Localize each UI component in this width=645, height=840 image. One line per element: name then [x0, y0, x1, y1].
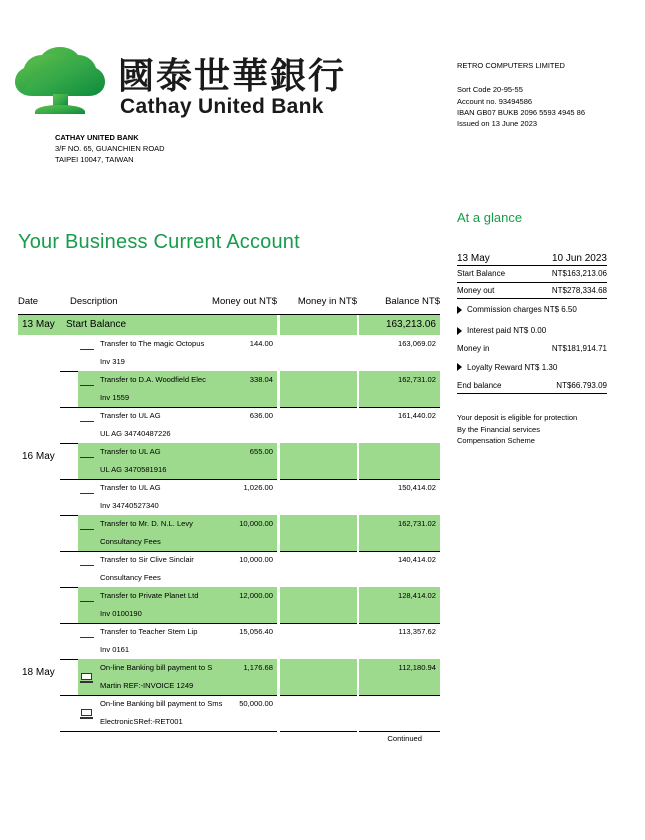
glance-row — [457, 283, 607, 300]
row-money-out: 144.00 — [249, 339, 273, 348]
row-balance: 162,731.02 — [397, 519, 436, 528]
column-header-date: Date — [18, 296, 39, 307]
row-cell-background — [280, 335, 357, 371]
row-cell-background — [280, 623, 357, 659]
row-description-line1: On-line Banking bill payment to S — [100, 663, 213, 672]
transactions-table — [18, 296, 440, 731]
at-a-glance-title: At a glance — [457, 210, 523, 225]
glance-row-label: Money out — [457, 285, 495, 295]
row-description-line1: Transfer to Sir Clive Sinclair — [100, 555, 194, 564]
row-description-line1: Transfer to UL AG — [100, 483, 161, 492]
at-a-glance-panel — [457, 210, 607, 394]
glance-row — [457, 378, 607, 395]
glance-period-start: 13 May — [457, 253, 490, 264]
row-description-line2: Consultancy Fees — [100, 537, 161, 546]
laptop-icon — [80, 673, 93, 683]
glance-row-value: NT$181,914.71 — [551, 344, 607, 353]
row-money-out: 338.04 — [249, 375, 273, 384]
deposit-protection-note — [457, 412, 577, 447]
dash-icon — [80, 421, 94, 422]
start-balance-row — [18, 315, 440, 335]
statement-header — [0, 0, 645, 200]
dash-icon — [80, 637, 94, 638]
row-balance: 161,440.02 — [397, 411, 436, 420]
row-description-line1: On-line Banking bill payment to Sms — [100, 699, 223, 708]
dash-icon — [80, 529, 94, 530]
row-description-line1: Transfer to Mr. D. N.L. Levy — [100, 519, 193, 528]
dash-icon — [80, 457, 94, 458]
bank-address-line2: 3/F NO. 65, GUANCHIEN ROAD — [55, 144, 165, 154]
table-row — [18, 371, 440, 407]
row-description-line2: Inv 0100190 — [100, 609, 142, 618]
glance-row — [457, 266, 607, 283]
glance-row — [457, 341, 607, 357]
row-description-line2: Consultancy Fees — [100, 573, 161, 582]
triangle-bullet-icon — [457, 363, 462, 371]
table-row — [18, 623, 440, 659]
table-row — [18, 515, 440, 551]
start-balance-amount: 163,213.06 — [385, 319, 436, 330]
glance-rows — [457, 266, 607, 394]
row-description-line1: Transfer to UL AG — [100, 411, 161, 420]
tree-logo-icon — [13, 42, 108, 117]
row-money-out: 10,000.00 — [239, 519, 273, 528]
bank-address-line1: CATHAY UNITED BANK — [55, 133, 139, 142]
bank-address-line3: TAIPEI 10047, TAIWAN — [55, 155, 134, 165]
glance-row — [457, 357, 607, 378]
row-cell-background — [280, 515, 357, 551]
deposit-note-line2: By the Financial services — [457, 424, 540, 434]
row-description-line2: Inv 34740527340 — [100, 501, 159, 510]
dash-icon — [80, 493, 94, 494]
column-header-description: Description — [70, 296, 118, 307]
glance-period-row — [457, 251, 607, 266]
row-cell-background — [280, 371, 357, 407]
customer-issued-date: Issued on 13 June 2023 — [457, 119, 538, 129]
row-description-line2: Martin REF:-INVOICE 1249 — [100, 681, 194, 690]
row-money-out: 10,000.00 — [239, 555, 273, 564]
row-cell-background — [280, 659, 357, 695]
table-row — [18, 551, 440, 587]
table-row — [18, 659, 440, 695]
glance-row-label: Start Balance — [457, 269, 506, 278]
row-description-line1: Transfer to The magic Octopus — [100, 339, 205, 348]
row-description-line2: ElectronicSRef:-RET001 — [100, 717, 183, 726]
start-balance-label: Start Balance — [66, 319, 127, 330]
row-money-out: 636.00 — [249, 411, 273, 420]
customer-account-no: Account no. 93494586 — [457, 96, 533, 106]
row-balance: 112,180.94 — [398, 663, 436, 672]
dash-icon — [80, 601, 94, 602]
table-row — [18, 587, 440, 623]
row-balance: 162,731.02 — [397, 375, 436, 384]
row-money-out: 1,026.00 — [243, 483, 273, 492]
row-cell-background — [280, 551, 357, 587]
deposit-note-line3: Compensation Scheme — [457, 436, 535, 445]
customer-name: RETRO COMPUTERS LIMITED — [457, 61, 565, 70]
row-balance: 163,069.02 — [397, 339, 436, 348]
row-balance: 140,414.02 — [397, 555, 436, 564]
glance-row-value: NT$163,213.06 — [551, 269, 607, 278]
row-description-line1: Transfer to Private Planet Ltd — [100, 591, 199, 600]
row-date: 18 May — [22, 667, 55, 678]
table-header-row — [18, 296, 440, 314]
dash-icon — [80, 385, 94, 386]
dash-icon — [80, 349, 94, 350]
customer-details — [457, 60, 585, 129]
table-row — [18, 695, 440, 731]
row-balance: 150,414.02 — [397, 483, 436, 492]
row-money-out: 15,056.40 — [239, 627, 273, 636]
column-header-balance: Balance NT$ — [385, 296, 440, 307]
customer-iban: IBAN GB07 BUKB 2096 5593 4945 86 — [457, 107, 586, 117]
glance-row-value: NT$66.793.09 — [556, 380, 607, 390]
bank-address — [55, 132, 165, 166]
bank-name-chinese: 國泰世華銀行 — [118, 56, 347, 97]
glance-row-label: Loyalty Reward NT$ 1.30 — [467, 362, 558, 372]
laptop-icon — [80, 709, 93, 719]
page-title: Your Business Current Account — [18, 231, 300, 253]
row-cell-background — [280, 587, 357, 623]
glance-row-label: End balance — [457, 380, 502, 390]
row-balance: 113,357.62 — [398, 627, 436, 636]
row-description-line2: Inv 0161 — [100, 645, 130, 654]
row-balance: 128,414.02 — [397, 591, 436, 600]
row-cell-background — [359, 443, 440, 479]
glance-row-label: Commission charges NT$ 6.50 — [467, 305, 577, 314]
table-row — [18, 479, 440, 515]
row-cell-background — [280, 407, 357, 443]
table-row — [18, 407, 440, 443]
glance-row-label: Interest paid NT$ 0.00 — [467, 326, 547, 335]
row-cell-background — [280, 695, 357, 731]
dash-icon — [80, 565, 94, 566]
glance-row-value: NT$278,334.68 — [551, 285, 607, 295]
glance-period-end: 10 Jun 2023 — [551, 253, 607, 264]
row-money-out: 12,000.00 — [239, 591, 273, 600]
row-cell-background — [359, 695, 440, 731]
row-description-line1: Transfer to UL AG — [100, 447, 161, 456]
customer-sort-code: Sort Code 20-95-55 — [457, 85, 523, 95]
triangle-bullet-icon — [457, 327, 462, 335]
row-money-out: 655.00 — [249, 447, 273, 456]
row-date: 16 May — [22, 451, 55, 462]
row-description-line1: Transfer to D.A. Woodfield Elec — [100, 375, 206, 384]
column-header-money-in: Money in NT$ — [297, 296, 357, 307]
deposit-note-line1: Your deposit is eligible for protection — [457, 413, 578, 422]
glance-row-label: Money in — [457, 344, 490, 353]
bank-name-english: Cathay United Bank — [120, 95, 324, 118]
continued-label: Continued — [387, 734, 422, 743]
row-description-line2: UL AG 3470581916 — [100, 465, 167, 474]
start-balance-date: 13 May — [22, 319, 55, 330]
row-description-line2: Inv 1559 — [100, 393, 130, 402]
row-description-line2: UL AG 34740487226 — [100, 429, 171, 438]
glance-row — [457, 320, 607, 341]
column-header-money-out: Money out NT$ — [212, 296, 277, 307]
glance-row — [457, 299, 607, 320]
table-row — [18, 335, 440, 371]
start-balance-main-cell — [18, 315, 277, 335]
row-cell-background — [280, 479, 357, 515]
row-cell-background — [280, 443, 357, 479]
row-money-out: 50,000.00 — [239, 699, 273, 708]
table-row — [18, 443, 440, 479]
triangle-bullet-icon — [457, 306, 462, 314]
row-money-out: 1,176.68 — [243, 663, 273, 672]
start-balance-money-in-cell — [280, 315, 357, 335]
row-description-line1: Transfer to Teacher Stem Lip — [100, 627, 198, 636]
row-description-line2: Inv 319 — [100, 357, 125, 366]
transaction-rows — [18, 335, 440, 731]
